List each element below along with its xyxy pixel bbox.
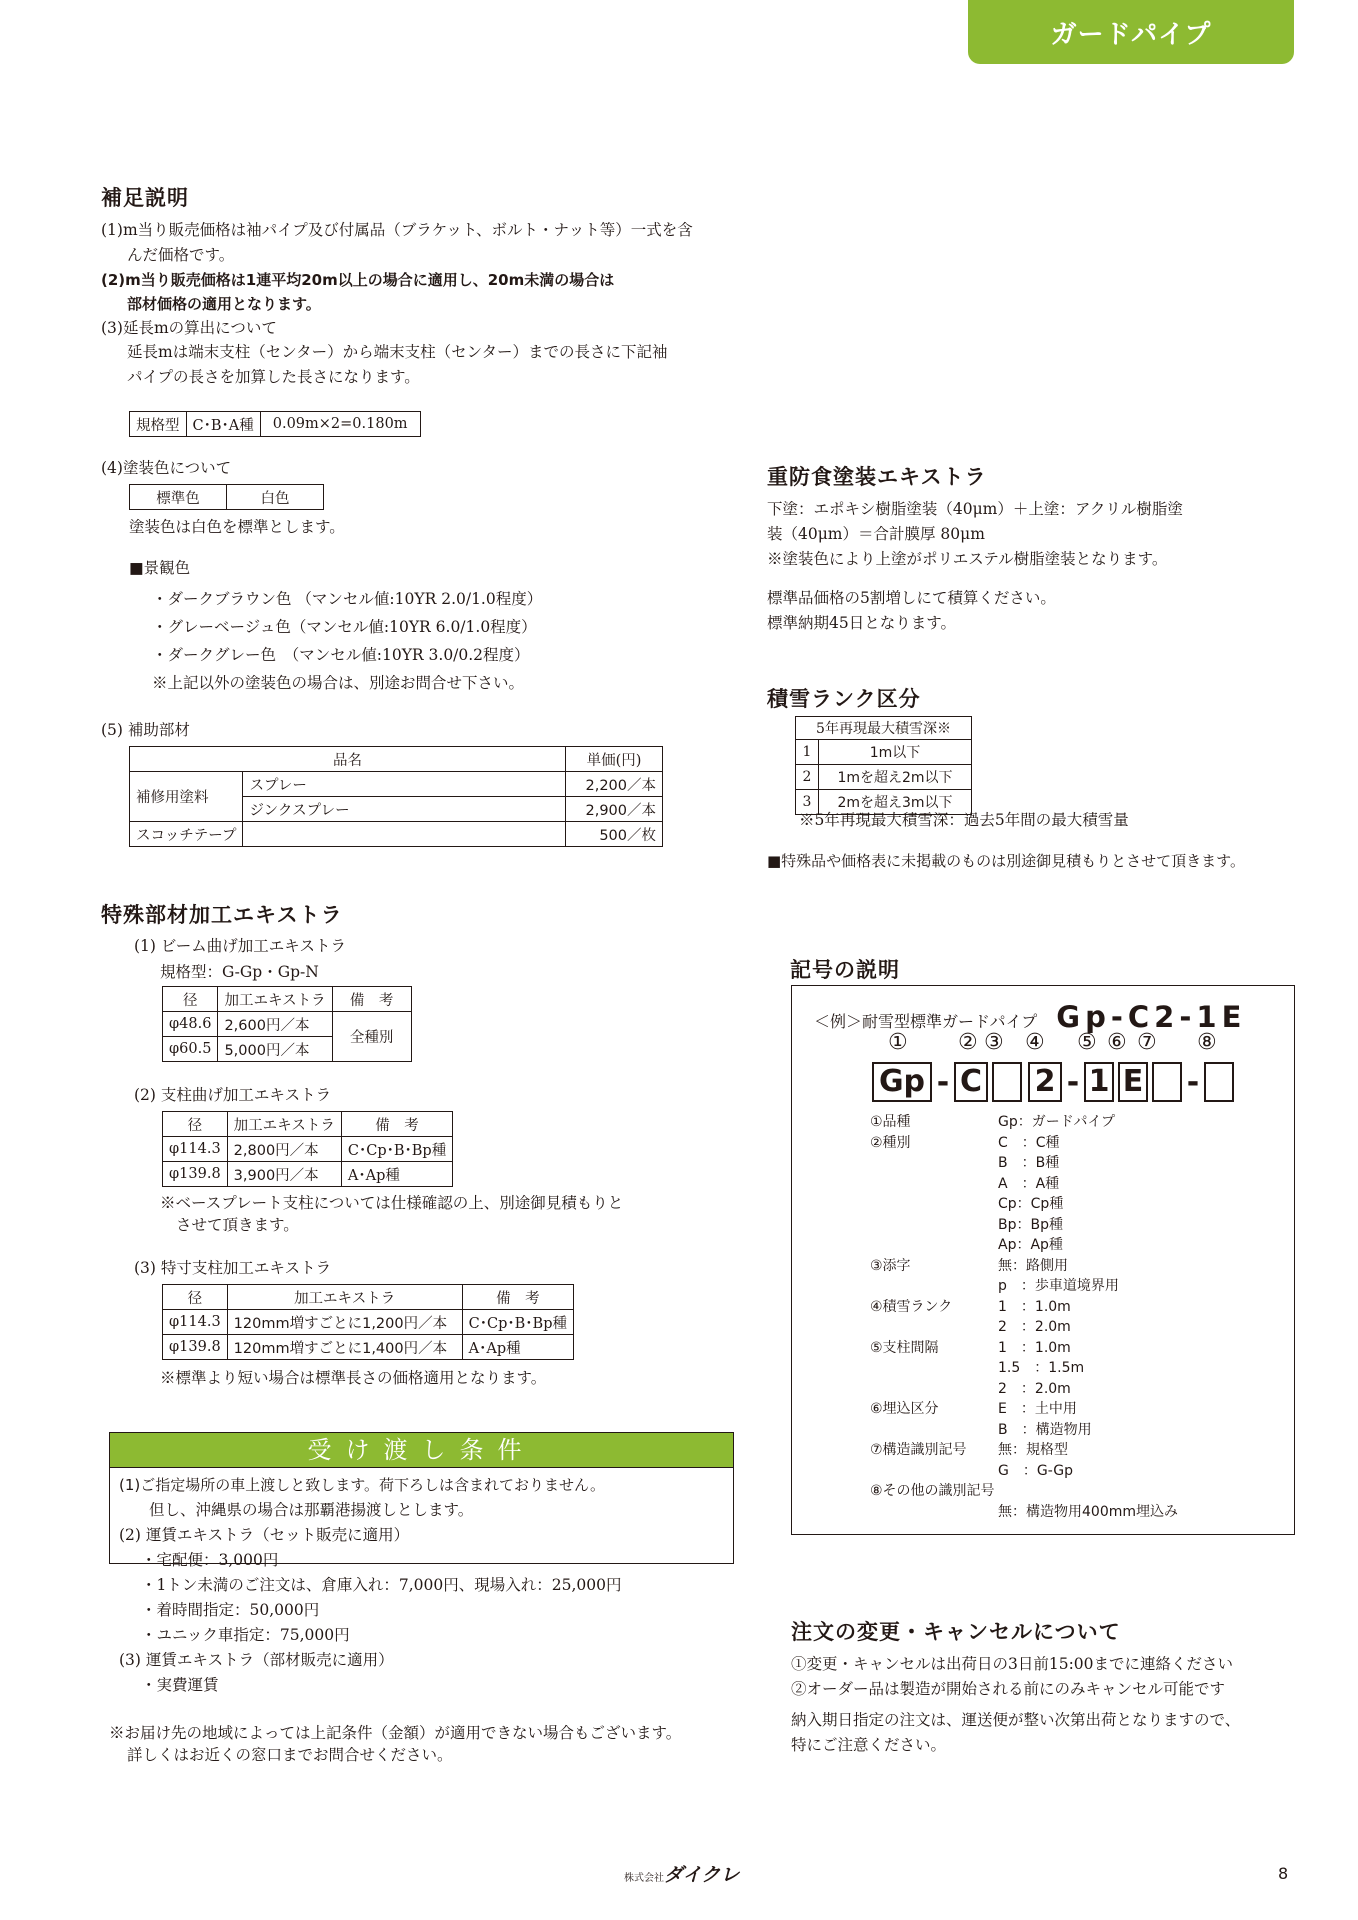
special-quote-note: ■特殊品や価格表に未掲載のものは別途御見積もりとさせて頂きます。 <box>767 852 1245 870</box>
size-diameter: φ114.3 <box>163 1310 228 1335</box>
beam-header: 径 <box>163 987 218 1012</box>
code-box-4: 2 <box>1028 1062 1062 1102</box>
color-table <box>129 484 324 510</box>
supplement-item-1: (1)m当り販売価格は袖パイプ及び付属品（ブラケット、ボルト・ナット等）一式を含 <box>101 221 693 239</box>
page-number: 8 <box>1278 1864 1289 1883</box>
legend-value: A ：A種 <box>998 1175 1060 1192</box>
legend-value: E ：土中用 <box>998 1401 1077 1417</box>
landscape-title: ■景観色 <box>129 559 191 577</box>
coating-line: 標準品価格の5割増しにて積算ください。 <box>767 589 1056 607</box>
color-cell-white: 白色 <box>227 485 324 510</box>
post-footnote <box>160 1192 623 1237</box>
legend-row <box>870 1174 1178 1195</box>
cancel-body <box>791 1652 1240 1758</box>
legend-value: 無：規格型 <box>998 1442 1068 1458</box>
legend-row <box>870 1256 1178 1277</box>
legend-value: Bp：Bp種 <box>998 1216 1063 1233</box>
legend-key: ④積雪ランク <box>870 1298 953 1315</box>
category-tab <box>968 0 1294 64</box>
ext-cell-type: 規格型 <box>130 412 187 437</box>
code-box-2: C <box>954 1062 988 1102</box>
supplement-item-3: (3)延長mの算出について <box>101 318 277 337</box>
aux-item-name: ジンクスプレー <box>243 797 566 822</box>
delivery-line: ・宅配便：3,000円 <box>141 1551 279 1569</box>
aux-header-price: 単価(円) <box>566 747 663 772</box>
size-price: 120mm増すごとに1,200円／本 <box>227 1310 462 1335</box>
post-note: A･Ap種 <box>341 1162 452 1187</box>
aux-item-price: 500／枚 <box>566 822 663 847</box>
size-header: 径 <box>163 1285 228 1310</box>
supplement-item-2-cont: 部材価格の適用となります。 <box>127 294 321 313</box>
legend-row <box>870 1194 1178 1215</box>
code-box-6: E <box>1118 1062 1148 1102</box>
beam-table <box>162 986 412 1062</box>
legend-row <box>870 1440 1178 1461</box>
snow-footnote: ※5年再現最大積雪深：過去5年間の最大積雪量 <box>799 811 1129 829</box>
legend-row <box>870 1297 1178 1318</box>
delivery-line: ・1トン未満のご注文は、倉庫入れ：7,000円、現場入れ：25,000円 <box>141 1576 622 1594</box>
special-title: 特殊部材加工エキストラ <box>101 903 343 927</box>
legend-key: ①品種 <box>870 1114 911 1130</box>
aux-item-price: 2,900／本 <box>566 797 663 822</box>
code-format: Gp - C 2 - 1 E - <box>872 1062 1234 1102</box>
supplement-item-3-cont: 延長mは端末支柱（センター）から端末支柱（センター）までの長さに下記袖 <box>127 343 668 362</box>
delivery-footnote-line: ※お届け先の地域によっては上記条件（金額）が適用できない場合もございます。 <box>109 1724 682 1742</box>
code-box-8 <box>1204 1062 1234 1102</box>
supplement-item-1-cont: んだ価格です。 <box>127 245 235 264</box>
delivery-footnote-line: 詳しくはお近くの窓口までお問合せください。 <box>127 1746 453 1765</box>
cancel-line: 納入期日指定の注文は、運送便が整い次第出荷となりますので、 <box>791 1711 1241 1729</box>
delivery-line: ・ユニック車指定：75,000円 <box>141 1626 350 1644</box>
legend-value: C ：C種 <box>998 1134 1060 1151</box>
legend-row <box>870 1379 1178 1400</box>
beam-header: 備 考 <box>332 987 411 1012</box>
legend-value: Ap：Ap種 <box>998 1237 1063 1253</box>
beam-price: 5,000円／本 <box>218 1037 332 1062</box>
post-diameter: φ114.3 <box>163 1137 228 1162</box>
snow-rank-table <box>795 716 972 815</box>
category-tab-label: ガードパイプ <box>1050 19 1212 50</box>
delivery-title: 受け渡し条件 <box>110 1433 733 1468</box>
legend-row <box>870 1317 1178 1338</box>
aux-parts-table <box>129 746 663 847</box>
size-note: A･Ap種 <box>462 1335 573 1360</box>
example-label: ＜例＞耐雪型標準ガードパイプ <box>814 1012 1038 1031</box>
circle-num-2: ② <box>958 1030 978 1055</box>
cancel-line: 特にご注意ください。 <box>791 1736 947 1754</box>
symbol-legend <box>870 1112 1178 1522</box>
company-logo <box>624 1860 739 1887</box>
snow-depth: 2mを超え3m以下 <box>819 790 972 815</box>
delivery-line: (3) 運賃エキストラ（部材販売に適用） <box>119 1651 394 1669</box>
legend-row <box>870 1461 1178 1482</box>
circle-num-1: ① <box>888 1030 908 1055</box>
coating-line: 下塗：エポキシ樹脂塗装（40μm）＋上塗：アクリル樹脂塗 <box>767 500 1183 518</box>
aux-item-name: スコッチテープ <box>130 822 243 847</box>
beam-price: 2,600円／本 <box>218 1012 332 1037</box>
legend-row <box>870 1399 1178 1420</box>
size-header: 加工エキストラ <box>227 1285 462 1310</box>
legend-row <box>870 1133 1178 1154</box>
legend-row <box>870 1358 1178 1379</box>
example-line <box>814 1000 1246 1034</box>
aux-group-paint: 補修用塗料 <box>130 772 243 822</box>
delivery-line: (1)ご指定場所の車上渡しと致します。荷下ろしは含まれておりません。 <box>119 1476 605 1494</box>
post-table <box>162 1111 453 1187</box>
post-price: 3,900円／本 <box>227 1162 341 1187</box>
legend-row <box>870 1420 1178 1441</box>
legend-value: 無：構造物用400mm埋込み <box>998 1503 1178 1520</box>
size-header: 備 考 <box>462 1285 573 1310</box>
landscape-item: ・グレーベージュ色（マンセル値:10YR 6.0/1.0程度） <box>152 618 537 636</box>
beam-diameter: φ48.6 <box>163 1012 218 1037</box>
post-diameter: φ139.8 <box>163 1162 228 1187</box>
legend-value: G ：G-Gp <box>998 1462 1073 1479</box>
symbols-box <box>791 985 1295 1535</box>
circle-num-4: ④ <box>1025 1030 1045 1055</box>
legend-key: ⑦構造識別記号 <box>870 1442 967 1458</box>
snow-header: 5年再現最大積雪深※ <box>796 717 972 740</box>
circle-num-6: ⑥ <box>1107 1030 1127 1055</box>
circle-number-row <box>792 1030 1294 1056</box>
code-box-3 <box>992 1062 1022 1102</box>
size-footnote: ※標準より短い場合は標準長さの価格適用となります。 <box>160 1369 547 1387</box>
snow-rank: 1 <box>796 740 819 765</box>
beam-title: (1) ビーム曲げ加工エキストラ <box>134 937 346 955</box>
snow-rank: 3 <box>796 790 819 815</box>
legend-value: B ：B種 <box>998 1155 1060 1171</box>
post-title: (2) 支柱曲げ加工エキストラ <box>134 1086 332 1104</box>
aux-item-price: 2,200／本 <box>566 772 663 797</box>
legend-key: ③添字 <box>870 1257 911 1274</box>
coating-line: 標準納期45日となります。 <box>767 614 956 632</box>
snow-title: 積雪ランク区分 <box>767 687 921 711</box>
post-header: 径 <box>163 1112 228 1137</box>
delivery-body <box>119 1473 621 1698</box>
circle-num-8: ⑧ <box>1197 1030 1217 1055</box>
landscape-item: ・ダークグレー色 （マンセル値:10YR 3.0/0.2程度） <box>152 646 530 664</box>
legend-value: 無：路側用 <box>998 1257 1068 1274</box>
post-header: 加工エキストラ <box>227 1112 341 1137</box>
size-price: 120mm増すごとに1,400円／本 <box>227 1335 462 1360</box>
legend-value: 1 ：1.0m <box>998 1339 1071 1356</box>
landscape-item: ・ダークブラウン色 （マンセル値:10YR 2.0/1.0程度） <box>152 590 543 608</box>
post-footnote-line: させて頂きます。 <box>176 1216 299 1235</box>
legend-value: 1.5 ：1.5m <box>998 1360 1085 1376</box>
legend-row <box>870 1235 1178 1256</box>
ext-cell-length: 0.09m×2=0.180m <box>260 412 420 437</box>
delivery-line: ・着時間指定：50,000円 <box>141 1601 320 1619</box>
coating-title: 重防食塗装エキストラ <box>767 465 987 489</box>
beam-header: 加工エキストラ <box>218 987 332 1012</box>
post-price: 2,800円／本 <box>227 1137 341 1162</box>
example-code: Gp-C2-1E <box>1056 1000 1247 1034</box>
coating-line: 装（40μm）＝合計膜厚 80μm <box>767 525 985 543</box>
legend-value: 2 ：2.0m <box>998 1319 1071 1335</box>
cancel-title: 注文の変更・キャンセルについて <box>791 1620 1121 1644</box>
aux-header-name: 品名 <box>130 747 566 772</box>
legend-row <box>870 1153 1178 1174</box>
size-title: (3) 特寸支柱加工エキストラ <box>134 1259 332 1277</box>
supplement-item-2: (2)m当り販売価格は1連平均20m以上の場合に適用し、20m未満の場合は <box>101 270 615 289</box>
legend-key: ⑧その他の識別記号 <box>870 1483 995 1499</box>
landscape-note: ※上記以外の塗装色の場合は、別途お問合せ下さい。 <box>152 674 525 692</box>
legend-value: Gp：ガードパイプ <box>998 1114 1116 1130</box>
company-name: ダイクレ <box>664 1864 740 1886</box>
beam-spec: 規格型：G-Gp・Gp-N <box>160 963 319 981</box>
landscape-list <box>152 585 542 697</box>
cancel-line: ①変更・キャンセルは出荷日の3日前15:00までに連絡ください <box>791 1655 1234 1673</box>
legend-value: 1 ：1.0m <box>998 1298 1071 1315</box>
supplement-item-4: (4)塗装色について <box>101 459 232 477</box>
supplement-item-3-cont2: パイプの長さを加算した長さになります。 <box>127 368 420 387</box>
legend-row <box>870 1215 1178 1236</box>
code-box-1: Gp <box>872 1062 932 1102</box>
aux-item-name: スプレー <box>243 772 566 797</box>
ext-cell-class: C･B･A種 <box>186 412 260 437</box>
code-box-5: 1 <box>1084 1062 1114 1102</box>
size-note: C･Cp･B･Bp種 <box>462 1310 573 1335</box>
post-footnote-line: ※ベースプレート支柱については仕様確認の上、別途御見積もりと <box>160 1194 624 1212</box>
delivery-line: (2) 運賃エキストラ（セット販売に適用） <box>119 1526 410 1544</box>
legend-value: Cp：Cp種 <box>998 1196 1064 1212</box>
legend-value: B ：構造物用 <box>998 1421 1092 1438</box>
snow-depth: 1m以下 <box>819 740 972 765</box>
symbols-title: 記号の説明 <box>790 958 900 982</box>
legend-row <box>870 1112 1178 1133</box>
legend-key: ⑤支柱間隔 <box>870 1339 939 1356</box>
legend-row <box>870 1481 1178 1502</box>
post-header: 備 考 <box>341 1112 452 1137</box>
legend-key: ⑥埋込区分 <box>870 1401 939 1417</box>
post-note: C･Cp･B･Bp種 <box>341 1137 452 1162</box>
circle-num-3: ③ <box>984 1030 1004 1055</box>
cancel-line: ②オーダー品は製造が開始される前にのみキャンセル可能です <box>791 1680 1226 1698</box>
delivery-line: 但し、沖縄県の場合は那覇港揚渡しとします。 <box>149 1501 474 1519</box>
supplement-title: 補足説明 <box>101 186 189 210</box>
beam-note: 全種別 <box>332 1012 411 1062</box>
code-box-7 <box>1152 1062 1182 1102</box>
coating-line: ※塗装色により上塗がポリエステル樹脂塗装となります。 <box>767 550 1168 568</box>
delivery-footnote <box>109 1722 681 1767</box>
legend-row <box>870 1338 1178 1359</box>
beam-diameter: φ60.5 <box>163 1037 218 1062</box>
circle-num-5: ⑤ <box>1077 1030 1097 1055</box>
snow-rank: 2 <box>796 765 819 790</box>
extension-table <box>129 411 421 437</box>
size-table <box>162 1284 574 1360</box>
supplement-body <box>101 218 693 390</box>
color-note: 塗装色は白色を標準とします。 <box>129 518 345 536</box>
coating-body <box>767 497 1183 636</box>
legend-value: p ：歩車道境界用 <box>998 1278 1119 1294</box>
legend-key: ②種別 <box>870 1134 911 1151</box>
company-prefix: 株式会社 <box>624 1873 664 1884</box>
legend-value: 2 ：2.0m <box>998 1380 1071 1397</box>
delivery-line: ・実費運賃 <box>141 1676 219 1694</box>
legend-row <box>870 1502 1178 1523</box>
color-cell-standard: 標準色 <box>130 485 227 510</box>
legend-row <box>870 1276 1178 1297</box>
size-diameter: φ139.8 <box>163 1335 228 1360</box>
circle-num-7: ⑦ <box>1137 1030 1157 1055</box>
supplement-item-5: (5) 補助部材 <box>101 721 190 739</box>
snow-depth: 1mを超え2m以下 <box>819 765 972 790</box>
